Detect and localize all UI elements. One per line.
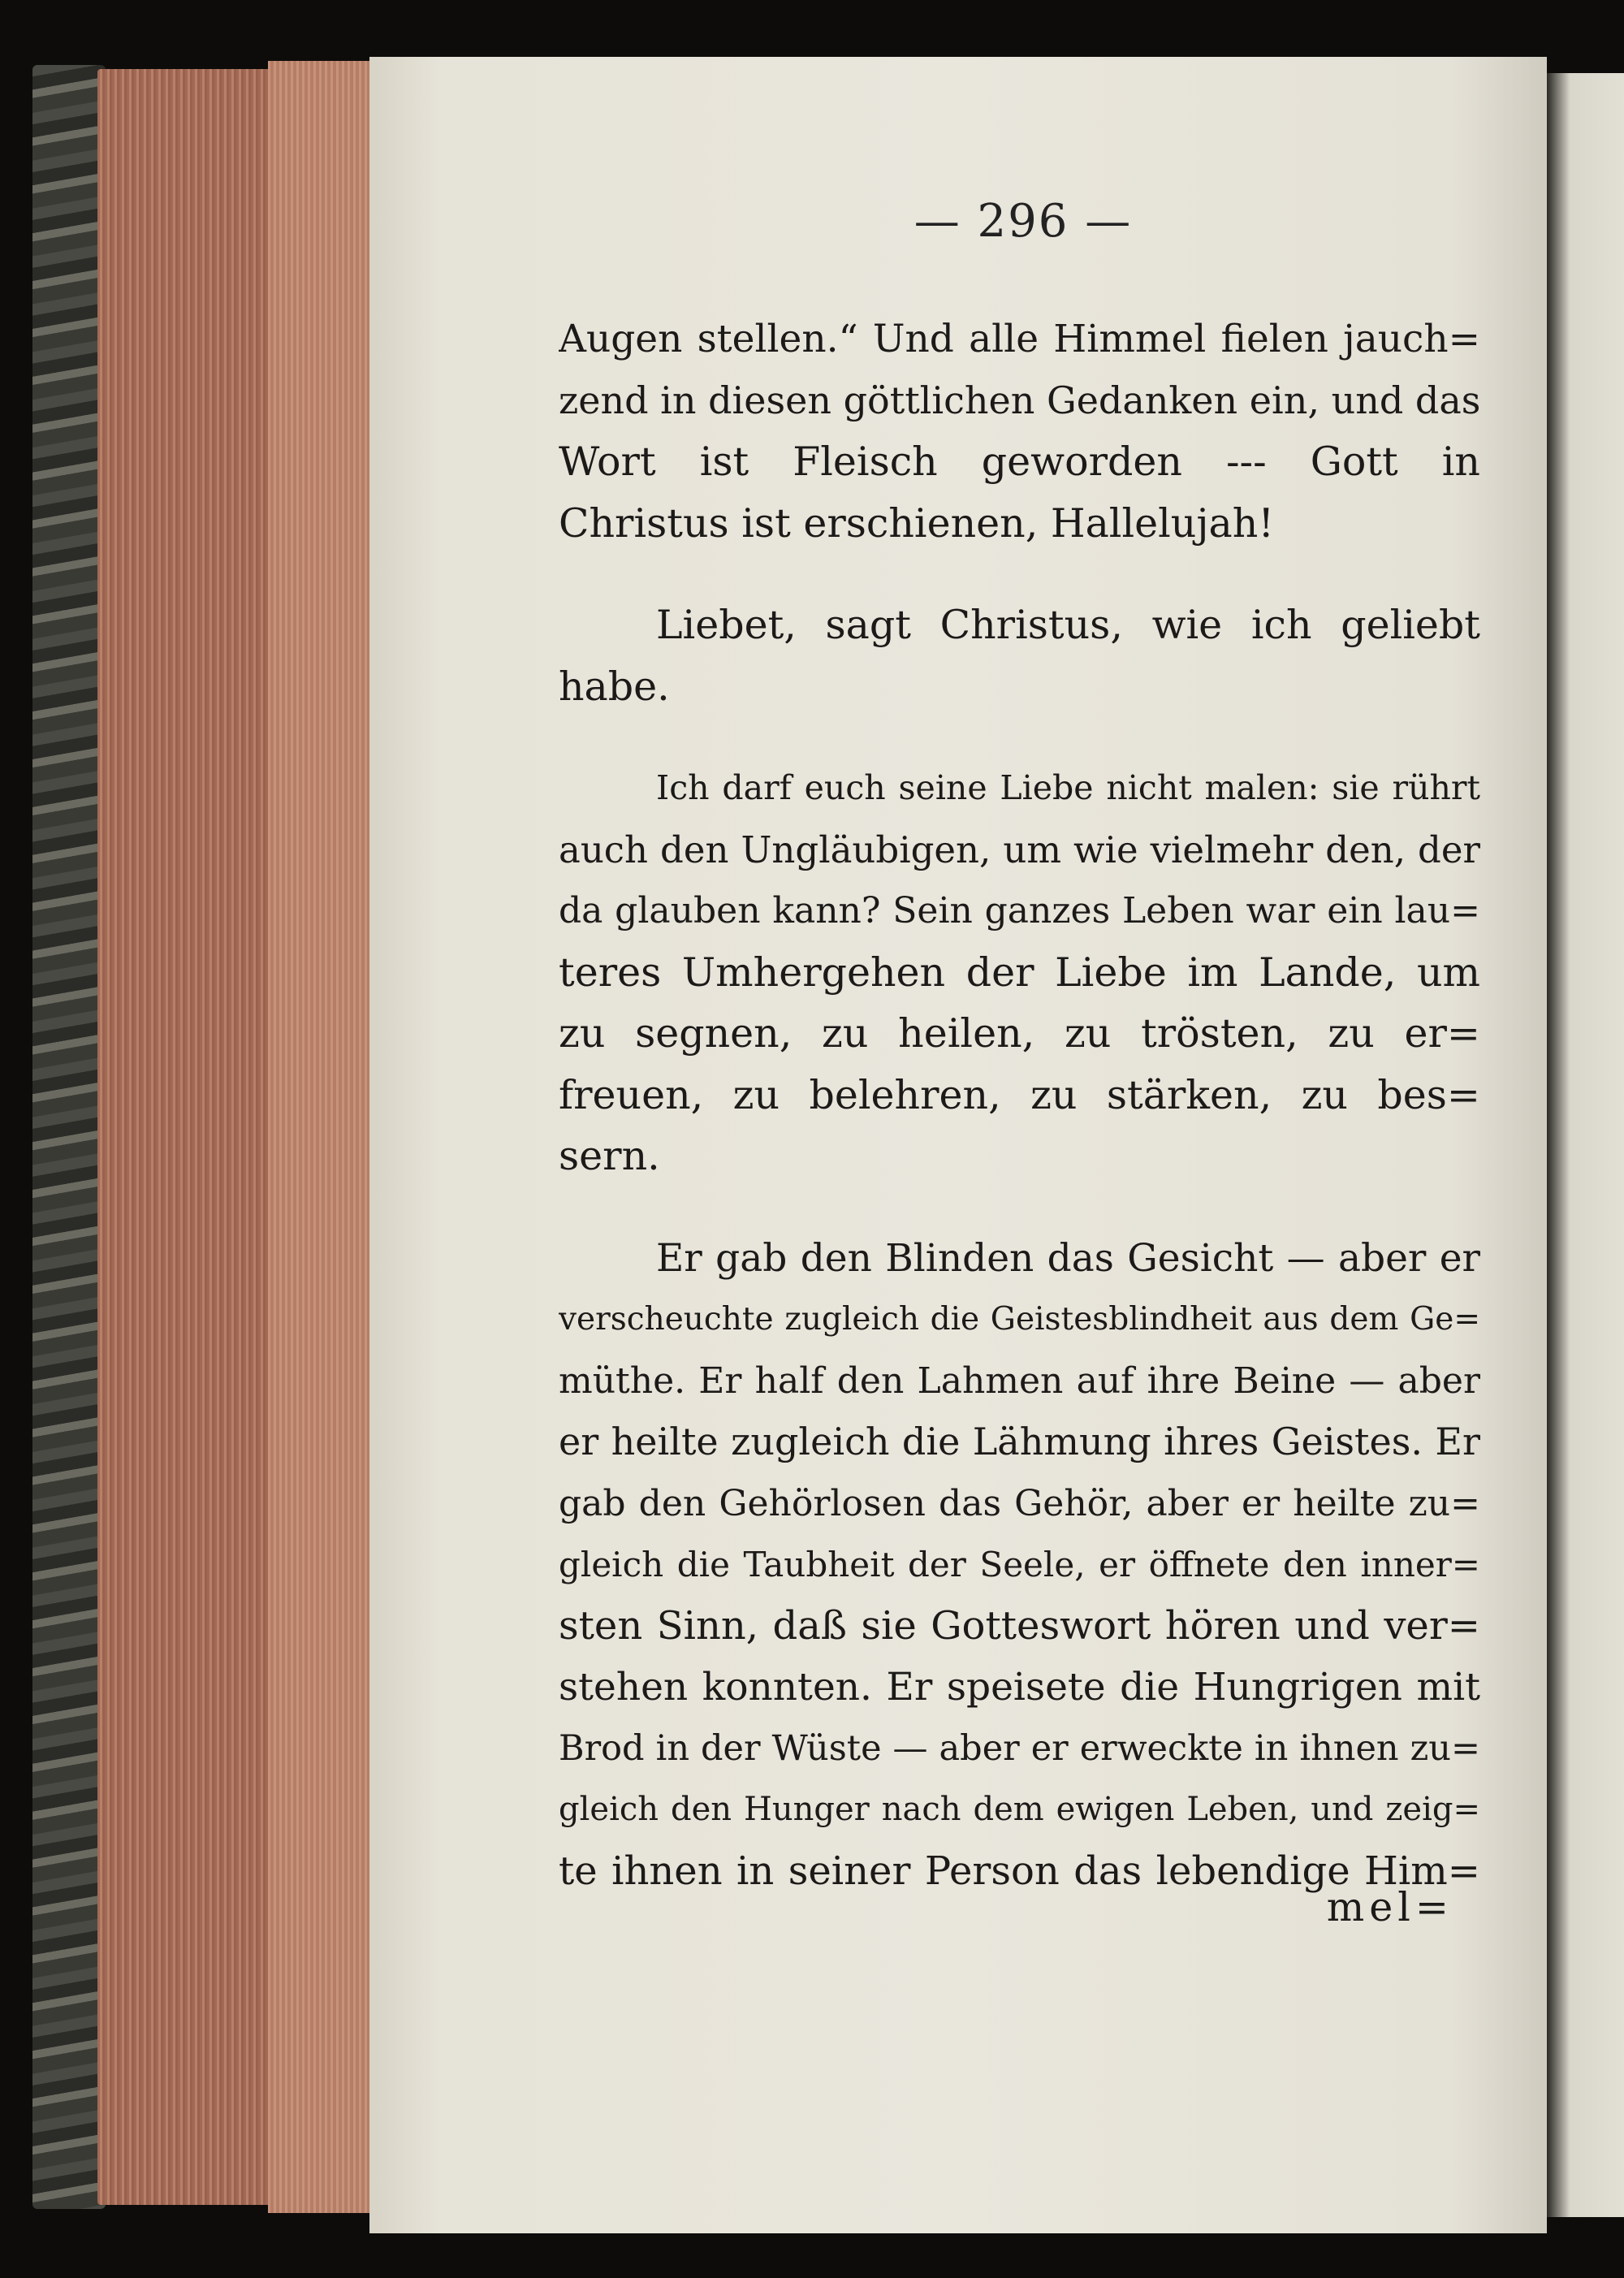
text-line: Augen stellen.“ Und alle Himmel fielen jauch=: [559, 317, 1480, 361]
text-line: er heilte zugleich die Lähmung ihres Geistes. Er: [559, 1420, 1480, 1463]
book-cover-edge: [32, 65, 106, 2209]
page-number: — 296 —: [914, 195, 1133, 248]
text-line: Brod in der Wüste — aber er erweckte in ihnen zu=: [559, 1727, 1480, 1769]
text-line: da glauben kann? Sein ganzes Leben war ein lau=: [559, 890, 1480, 932]
text-line: Liebet, sagt Christus, wie ich geliebt: [656, 602, 1480, 648]
text-line: te ihnen in seiner Person das lebendige Him=: [559, 1848, 1480, 1894]
page-edges-inner: [268, 61, 374, 2213]
text-line: zu segnen, zu heilen, zu trösten, zu er=: [559, 1010, 1480, 1057]
text-line: müthe. Er half den Lahmen auf ihre Beine — aber: [559, 1359, 1480, 1402]
text-line: Er gab den Blinden das Gesicht — aber er: [656, 1235, 1480, 1281]
text-line: gleich den Hunger nach dem ewigen Leben, und zeig=: [559, 1791, 1480, 1828]
text-line: teres Umhergehen der Liebe im Lande, um: [559, 949, 1480, 996]
catchword: mel=: [1326, 1884, 1453, 1930]
facing-page-edge: [1547, 73, 1624, 2217]
text-line: Ich darf euch seine Liebe nicht malen: sie rührt: [656, 768, 1480, 807]
text-line: verscheuchte zugleich die Geistesblindheit aus dem Ge=: [559, 1301, 1480, 1338]
text-line: Wort ist Fleisch geworden --- Gott in: [559, 439, 1480, 485]
text-line: gab den Gehörlosen das Gehör, aber er heilte zu=: [559, 1482, 1480, 1524]
page-text: [559, 309, 1480, 1902]
text-line: auch den Ungläubigen, um wie vielmehr den, der: [559, 828, 1480, 871]
text-line: stehen konnten. Er speisete die Hungrigen mit: [559, 1665, 1480, 1710]
text-line: zend in diesen göttlichen Gedanken ein, und das: [559, 378, 1480, 422]
text-line: freuen, zu belehren, zu stärken, zu bes=: [559, 1071, 1480, 1118]
text-line: Christus ist erschienen, Hallelujah!: [559, 499, 1275, 547]
text-line: sern.: [559, 1133, 660, 1179]
text-line: gleich die Taubheit der Seele, er öffnete den inner=: [559, 1545, 1480, 1584]
text-line: habe.: [559, 663, 670, 710]
text-line: sten Sinn, daß sie Gotteswort hören und ver=: [559, 1602, 1480, 1649]
